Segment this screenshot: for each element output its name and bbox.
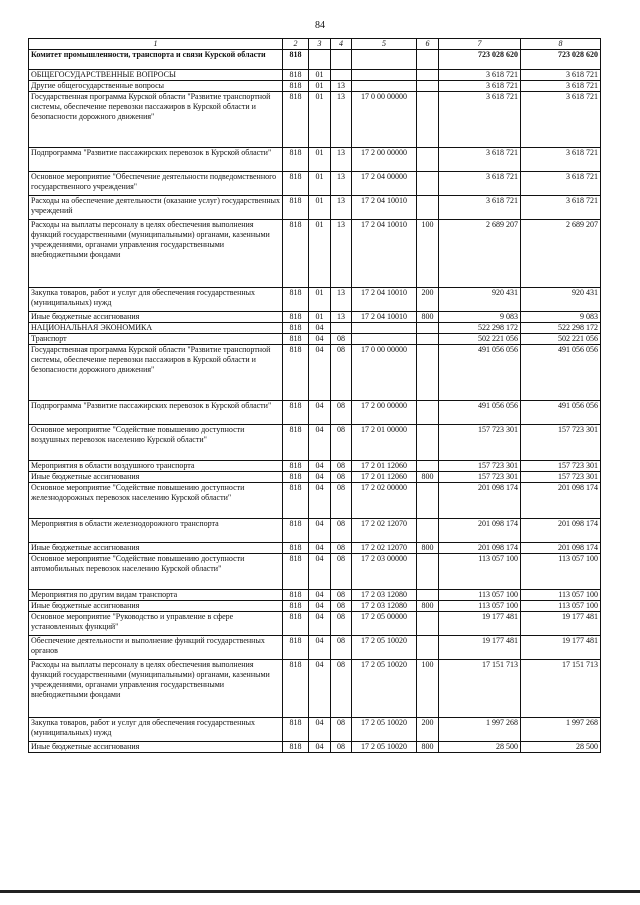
row-subsection: 08 <box>331 345 352 401</box>
table-row <box>29 92 601 148</box>
row-subsection: 08 <box>331 519 352 543</box>
row-section: 04 <box>309 660 331 718</box>
table-row <box>29 50 601 70</box>
row-expense-type <box>417 50 439 70</box>
row-expense-type <box>417 172 439 196</box>
row-sum-year1: 522 298 172 <box>439 323 521 334</box>
row-name: Расходы на обеспечение деятельности (оказание услуг) государственных учреждений <box>29 196 283 220</box>
row-expense-type <box>417 70 439 81</box>
row-target-article <box>352 323 417 334</box>
row-subsection: 13 <box>331 220 352 288</box>
header-cell: 5 <box>352 39 417 50</box>
row-sum-year1: 3 618 721 <box>439 148 521 172</box>
row-subsection: 13 <box>331 148 352 172</box>
row-chapter: 818 <box>283 312 309 323</box>
table-row <box>29 81 601 92</box>
row-name: Государственная программа Курской области "Развитие транспортной системы, обеспечение перевозки пассажиров в Курской области и безопасности дорожного движения" <box>29 345 283 401</box>
header-cell: 7 <box>439 39 521 50</box>
row-target-article: 17 2 02 12070 <box>352 519 417 543</box>
row-sum-year1: 113 057 100 <box>439 590 521 601</box>
row-subsection: 13 <box>331 172 352 196</box>
row-section: 04 <box>309 590 331 601</box>
table-row <box>29 323 601 334</box>
table-row <box>29 172 601 196</box>
row-subsection: 08 <box>331 660 352 718</box>
row-chapter: 818 <box>283 50 309 70</box>
row-subsection: 08 <box>331 554 352 590</box>
row-section: 04 <box>309 601 331 612</box>
row-sum-year1: 491 056 056 <box>439 401 521 425</box>
row-section: 04 <box>309 519 331 543</box>
row-chapter: 818 <box>283 636 309 660</box>
row-sum-year2: 491 056 056 <box>521 345 601 401</box>
row-sum-year1: 3 618 721 <box>439 172 521 196</box>
row-target-article: 17 2 00 00000 <box>352 401 417 425</box>
row-target-article: 17 2 01 12060 <box>352 472 417 483</box>
row-subsection: 08 <box>331 601 352 612</box>
row-sum-year2: 3 618 721 <box>521 172 601 196</box>
row-sum-year2: 17 151 713 <box>521 660 601 718</box>
table-row <box>29 590 601 601</box>
row-target-article: 17 2 01 12060 <box>352 461 417 472</box>
row-expense-type <box>417 334 439 345</box>
row-expense-type: 800 <box>417 742 439 753</box>
row-target-article: 17 2 05 00000 <box>352 612 417 636</box>
row-target-article: 17 2 04 00000 <box>352 172 417 196</box>
row-target-article: 17 2 04 10010 <box>352 196 417 220</box>
row-name: НАЦИОНАЛЬНАЯ ЭКОНОМИКА <box>29 323 283 334</box>
row-name: Основное мероприятие "Обеспечение деятельности подведомственного государственного учреждения" <box>29 172 283 196</box>
row-subsection <box>331 323 352 334</box>
table-row <box>29 660 601 718</box>
row-sum-year2: 157 723 301 <box>521 425 601 461</box>
row-chapter: 818 <box>283 718 309 742</box>
row-subsection <box>331 70 352 81</box>
row-expense-type <box>417 590 439 601</box>
table-row <box>29 196 601 220</box>
row-sum-year2: 3 618 721 <box>521 81 601 92</box>
row-expense-type: 100 <box>417 660 439 718</box>
row-sum-year2: 3 618 721 <box>521 92 601 148</box>
row-chapter: 818 <box>283 172 309 196</box>
row-target-article: 17 2 05 10020 <box>352 742 417 753</box>
row-section: 04 <box>309 636 331 660</box>
row-expense-type <box>417 636 439 660</box>
header-cell: 3 <box>309 39 331 50</box>
row-section: 01 <box>309 196 331 220</box>
row-name: Иные бюджетные ассигнования <box>29 312 283 323</box>
row-expense-type: 800 <box>417 543 439 554</box>
table-row <box>29 636 601 660</box>
row-sum-year2: 3 618 721 <box>521 148 601 172</box>
row-sum-year1: 113 057 100 <box>439 601 521 612</box>
row-chapter: 818 <box>283 323 309 334</box>
row-target-article: 17 2 05 10020 <box>352 660 417 718</box>
table-row <box>29 401 601 425</box>
row-expense-type <box>417 196 439 220</box>
row-sum-year2: 201 098 174 <box>521 483 601 519</box>
row-target-article <box>352 50 417 70</box>
header-cell: 1 <box>29 39 283 50</box>
row-sum-year1: 157 723 301 <box>439 472 521 483</box>
row-chapter: 818 <box>283 345 309 401</box>
row-section: 04 <box>309 461 331 472</box>
row-sum-year2: 723 028 620 <box>521 50 601 70</box>
row-name: Государственная программа Курской области "Развитие транспортной системы, обеспечение перевозки пассажиров в Курской области и безопасности дорожного движения" <box>29 92 283 148</box>
row-chapter: 818 <box>283 519 309 543</box>
row-name: Мероприятия в области железнодорожного транспорта <box>29 519 283 543</box>
bottom-rule <box>0 890 640 893</box>
row-chapter: 818 <box>283 220 309 288</box>
row-subsection: 08 <box>331 636 352 660</box>
row-expense-type: 200 <box>417 718 439 742</box>
header-cell: 6 <box>417 39 439 50</box>
row-name: Иные бюджетные ассигнования <box>29 543 283 554</box>
table-row <box>29 742 601 753</box>
row-sum-year2: 1 997 268 <box>521 718 601 742</box>
row-target-article <box>352 81 417 92</box>
row-section: 01 <box>309 288 331 312</box>
table-row <box>29 220 601 288</box>
row-name: Закупка товаров, работ и услуг для обеспечения государственных (муниципальных) нужд <box>29 718 283 742</box>
row-subsection: 13 <box>331 92 352 148</box>
row-sum-year1: 491 056 056 <box>439 345 521 401</box>
row-expense-type <box>417 323 439 334</box>
row-section: 04 <box>309 401 331 425</box>
row-chapter: 818 <box>283 70 309 81</box>
row-section: 01 <box>309 312 331 323</box>
header-cell: 2 <box>283 39 309 50</box>
row-name: Основное мероприятие "Содействие повышению доступности автомобильных перевозок населению Курской области" <box>29 554 283 590</box>
row-sum-year2: 9 083 <box>521 312 601 323</box>
row-chapter: 818 <box>283 148 309 172</box>
row-section: 01 <box>309 92 331 148</box>
row-sum-year2: 201 098 174 <box>521 519 601 543</box>
table-row <box>29 483 601 519</box>
row-expense-type <box>417 81 439 92</box>
row-subsection: 08 <box>331 461 352 472</box>
row-name: Обеспечение деятельности и выполнение функций государственных органов <box>29 636 283 660</box>
row-section: 01 <box>309 81 331 92</box>
row-name: Иные бюджетные ассигнования <box>29 472 283 483</box>
row-chapter: 818 <box>283 461 309 472</box>
row-chapter: 818 <box>283 543 309 554</box>
row-target-article: 17 2 01 00000 <box>352 425 417 461</box>
row-target-article: 17 2 00 00000 <box>352 148 417 172</box>
row-subsection: 08 <box>331 612 352 636</box>
row-section: 04 <box>309 472 331 483</box>
row-expense-type <box>417 345 439 401</box>
row-expense-type: 800 <box>417 472 439 483</box>
row-name: Подпрограмма "Развитие пассажирских перевозок в Курской области" <box>29 148 283 172</box>
row-sum-year2: 157 723 301 <box>521 472 601 483</box>
row-chapter: 818 <box>283 472 309 483</box>
row-name: Мероприятия в области воздушного транспорта <box>29 461 283 472</box>
row-sum-year1: 3 618 721 <box>439 70 521 81</box>
row-section: 04 <box>309 742 331 753</box>
row-subsection: 13 <box>331 81 352 92</box>
row-section <box>309 50 331 70</box>
row-sum-year2: 19 177 481 <box>521 636 601 660</box>
row-section: 01 <box>309 70 331 81</box>
row-subsection <box>331 50 352 70</box>
table-row <box>29 612 601 636</box>
table-row <box>29 148 601 172</box>
row-sum-year2: 3 618 721 <box>521 196 601 220</box>
row-target-article: 17 2 02 00000 <box>352 483 417 519</box>
row-sum-year1: 201 098 174 <box>439 519 521 543</box>
page-number: 84 <box>315 20 325 31</box>
row-section: 04 <box>309 554 331 590</box>
row-chapter: 818 <box>283 742 309 753</box>
row-sum-year1: 2 689 207 <box>439 220 521 288</box>
row-sum-year2: 3 618 721 <box>521 70 601 81</box>
row-expense-type <box>417 92 439 148</box>
row-subsection: 08 <box>331 334 352 345</box>
row-expense-type <box>417 483 439 519</box>
row-name: Расходы на выплаты персоналу в целях обеспечения выполнения функций государственными (муниципальными) органами, казенными учреждениями, органами управления государственными внебюджетными фондами <box>29 220 283 288</box>
row-sum-year1: 9 083 <box>439 312 521 323</box>
row-target-article: 17 2 05 10020 <box>352 636 417 660</box>
row-subsection: 08 <box>331 590 352 601</box>
row-subsection: 08 <box>331 483 352 519</box>
row-name: Иные бюджетные ассигнования <box>29 742 283 753</box>
row-subsection: 08 <box>331 401 352 425</box>
row-sum-year2: 920 431 <box>521 288 601 312</box>
row-sum-year1: 920 431 <box>439 288 521 312</box>
table-row <box>29 425 601 461</box>
row-sum-year2: 113 057 100 <box>521 601 601 612</box>
row-section: 01 <box>309 172 331 196</box>
row-expense-type <box>417 519 439 543</box>
row-section: 01 <box>309 220 331 288</box>
table-row <box>29 312 601 323</box>
row-target-article: 17 2 04 10010 <box>352 312 417 323</box>
row-chapter: 818 <box>283 401 309 425</box>
table-row <box>29 718 601 742</box>
row-sum-year2: 2 689 207 <box>521 220 601 288</box>
table-row <box>29 543 601 554</box>
row-section: 04 <box>309 718 331 742</box>
row-sum-year1: 113 057 100 <box>439 554 521 590</box>
table-row <box>29 601 601 612</box>
table-row <box>29 554 601 590</box>
table-row <box>29 288 601 312</box>
row-expense-type <box>417 148 439 172</box>
row-chapter: 818 <box>283 196 309 220</box>
row-expense-type: 800 <box>417 312 439 323</box>
row-chapter: 818 <box>283 612 309 636</box>
row-chapter: 818 <box>283 554 309 590</box>
row-section: 01 <box>309 148 331 172</box>
row-expense-type <box>417 612 439 636</box>
row-target-article: 17 2 03 12080 <box>352 590 417 601</box>
row-subsection: 08 <box>331 543 352 554</box>
header-cell: 4 <box>331 39 352 50</box>
row-name: Мероприятия по другим видам транспорта <box>29 590 283 601</box>
row-expense-type <box>417 461 439 472</box>
row-target-article: 17 2 02 12070 <box>352 543 417 554</box>
row-sum-year1: 3 618 721 <box>439 81 521 92</box>
row-sum-year1: 1 997 268 <box>439 718 521 742</box>
row-subsection: 08 <box>331 742 352 753</box>
table-header-row <box>29 39 601 50</box>
row-target-article: 17 0 00 00000 <box>352 345 417 401</box>
row-target-article <box>352 334 417 345</box>
table-row <box>29 345 601 401</box>
row-name: Основное мероприятие "Содействие повышению доступности воздушных перевозок населению Курской области" <box>29 425 283 461</box>
row-name: Подпрограмма "Развитие пассажирских перевозок в Курской области" <box>29 401 283 425</box>
row-sum-year2: 19 177 481 <box>521 612 601 636</box>
row-name: Транспорт <box>29 334 283 345</box>
row-sum-year2: 113 057 100 <box>521 590 601 601</box>
row-sum-year1: 19 177 481 <box>439 612 521 636</box>
table-row <box>29 334 601 345</box>
row-sum-year1: 502 221 056 <box>439 334 521 345</box>
table-row <box>29 461 601 472</box>
row-expense-type <box>417 401 439 425</box>
row-section: 04 <box>309 425 331 461</box>
row-sum-year1: 157 723 301 <box>439 461 521 472</box>
row-sum-year2: 491 056 056 <box>521 401 601 425</box>
row-target-article: 17 2 04 10010 <box>352 288 417 312</box>
header-cell: 8 <box>521 39 601 50</box>
row-sum-year2: 113 057 100 <box>521 554 601 590</box>
row-expense-type: 800 <box>417 601 439 612</box>
row-sum-year1: 19 177 481 <box>439 636 521 660</box>
row-name: Комитет промышленности, транспорта и связи Курской области <box>29 50 283 70</box>
row-expense-type <box>417 425 439 461</box>
row-target-article: 17 2 05 10020 <box>352 718 417 742</box>
row-chapter: 818 <box>283 601 309 612</box>
row-subsection: 08 <box>331 718 352 742</box>
row-expense-type: 100 <box>417 220 439 288</box>
row-name: Иные бюджетные ассигнования <box>29 601 283 612</box>
row-name: Основное мероприятие "Руководство и управление в сфере установленных функций" <box>29 612 283 636</box>
row-sum-year2: 502 221 056 <box>521 334 601 345</box>
row-subsection: 08 <box>331 472 352 483</box>
row-chapter: 818 <box>283 660 309 718</box>
row-chapter: 818 <box>283 81 309 92</box>
row-sum-year1: 201 098 174 <box>439 483 521 519</box>
row-chapter: 818 <box>283 483 309 519</box>
row-subsection: 13 <box>331 312 352 323</box>
row-sum-year1: 723 028 620 <box>439 50 521 70</box>
table-row <box>29 472 601 483</box>
row-section: 04 <box>309 612 331 636</box>
row-sum-year2: 28 500 <box>521 742 601 753</box>
row-sum-year1: 28 500 <box>439 742 521 753</box>
row-section: 04 <box>309 543 331 554</box>
row-sum-year2: 201 098 174 <box>521 543 601 554</box>
row-expense-type <box>417 554 439 590</box>
row-section: 04 <box>309 483 331 519</box>
row-name: Закупка товаров, работ и услуг для обеспечения государственных (муниципальных) нужд <box>29 288 283 312</box>
row-section: 04 <box>309 334 331 345</box>
row-target-article: 17 2 04 10010 <box>352 220 417 288</box>
table-row <box>29 519 601 543</box>
row-section: 04 <box>309 345 331 401</box>
row-sum-year1: 201 098 174 <box>439 543 521 554</box>
row-target-article: 17 2 03 12080 <box>352 601 417 612</box>
row-name: Другие общегосударственные вопросы <box>29 81 283 92</box>
row-sum-year1: 3 618 721 <box>439 92 521 148</box>
row-sum-year2: 522 298 172 <box>521 323 601 334</box>
row-target-article: 17 0 00 00000 <box>352 92 417 148</box>
row-target-article <box>352 70 417 81</box>
row-chapter: 818 <box>283 334 309 345</box>
row-subsection: 13 <box>331 288 352 312</box>
row-target-article: 17 2 03 00000 <box>352 554 417 590</box>
row-chapter: 818 <box>283 425 309 461</box>
row-chapter: 818 <box>283 288 309 312</box>
row-sum-year2: 157 723 301 <box>521 461 601 472</box>
row-sum-year1: 3 618 721 <box>439 196 521 220</box>
row-subsection: 13 <box>331 196 352 220</box>
row-subsection: 08 <box>331 425 352 461</box>
row-name: Расходы на выплаты персоналу в целях обеспечения выполнения функций государственными (муниципальными) органами, казенными учреждениями, органами управления государственными внебюджетными фондами <box>29 660 283 718</box>
budget-table <box>28 38 601 753</box>
row-chapter: 818 <box>283 590 309 601</box>
row-section: 04 <box>309 323 331 334</box>
row-name: ОБЩЕГОСУДАРСТВЕННЫЕ ВОПРОСЫ <box>29 70 283 81</box>
row-name: Основное мероприятие "Содействие повышению доступности железнодорожных перевозок населению Курской области" <box>29 483 283 519</box>
row-sum-year1: 17 151 713 <box>439 660 521 718</box>
row-expense-type: 200 <box>417 288 439 312</box>
table-row <box>29 70 601 81</box>
row-sum-year1: 157 723 301 <box>439 425 521 461</box>
row-chapter: 818 <box>283 92 309 148</box>
